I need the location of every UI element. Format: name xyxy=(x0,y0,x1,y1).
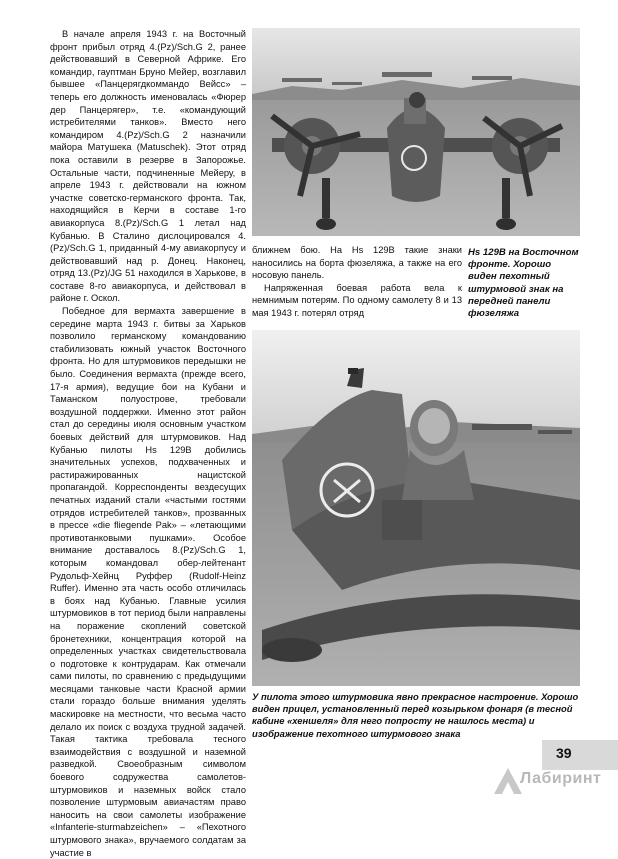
article-left-column xyxy=(50,28,246,859)
photo-caption-bottom: У пилота этого штурмовика явно прекрасное настроение. Хорошо виден прицел, установленный перед козырьком фонаря (в тесной кабине «хеншеля» для него попросту не нашлось места) и изображение пехотного штурмового знака xyxy=(252,691,579,739)
photo-hs129-front-view xyxy=(252,28,580,236)
photo-pilot-in-cockpit xyxy=(252,330,580,686)
article-paragraph: В начале апреля 1943 г. на Восточный фронт прибыл отряд 4.(Pz)/Sch.G 2, ранее действовавший в Северной Африке. Его командир, гауптман Бруно Мейер, возглавил бывшее «Панцерягдкоммандо Вейсс» – теперь его должность именовалась «Фюрер дер Панцерягер», т.е. «командующий истребителями танков». Вместо него командиром 4.(Pz)/Sch.G 2 назначили майора Матушека (Matuschek). Этот отряд пока оставили в резерве в Запорожье. Остальные части, подчиненные Мейеру, в апреле 1943 г. действовали на южном участке советско-германского фронта. Так, находящийся в Керчи в составе 1-го авиакорпуса 8.(Pz)/Sch.G 1 летал над Кубанью. В Сталино дислоцировался 4.(Pz)/Sch.G 1, приданный 4-му авиакорпусу и действовавший над р. Донец. Наконец, отряд 13.(Pz)/JG 51 находился в Харькове, в составе 8-го авиакорпуса, и действовал в районе г. Оскол. xyxy=(50,29,246,304)
photo-pilot-in-cockpit-image xyxy=(252,330,580,686)
page-number: 39 xyxy=(556,745,572,761)
article-paragraph: ближнем бою. На Hs 129B такие знаки наносились на борта фюзеляжа, а также на его носовую панель. xyxy=(252,245,462,281)
photo-hs129-front-view-image xyxy=(252,28,580,236)
photo-caption-top: Hs 129B на Восточном фронте. Хорошо виден пехотный штурмовой знак на передней панели фюзеляжа xyxy=(468,247,579,320)
article-middle-column xyxy=(252,244,462,320)
watermark-text: Лабиринт xyxy=(520,770,602,787)
article-paragraph: Напряженная боевая работа вела к немнимым потерям. По одному самолету 8 и 13 мая 1943 г. потерял отряд xyxy=(252,282,462,318)
article-paragraph: Победное для вермахта завершение в середине марта 1943 г. битвы за Харьков позволило германскому командованию стабилизовать южный участок Восточного фронта. Но для штурмовиков передышки не было. Соединения вермахта (прежде всего, 17-я армия), ведущие бои на Кубани и Таманском полуострове, требовали воздушной поддержки. Именно этот район стал до середины июля основным участком боевых действий для штурмовиков. Над Кубанью пилоты Hs 129B добились значительных успехов, подхваченных и растиражированных нацистской пропагандой. Корреспонденты вездесущих печатных изданий стали «частыми гостями отрядов истребителей танков», прозванных в прессе «die fliegende Pak» – «летающими противотанковыми пушками». Особое внимание доставалось 8.(Pz)/Sch.G 1, которым командовал обер-лейтенант Рудольф-Хейнц Руффер (Rudolf-Heinz Ruffer). Именно эта часть особо отличилась в боях над Кубанью. Главные усилия штурмовиков в тот период были направлены на поражение скоплений советской бронетехники, концентрация которой на определенных участках свидетельствовала о подготовке к контрударам. Как отмечали сами пилоты, по сравнению с предыдущими месяцами танковые части Красной армии стали гораздо больше внимания уделять маскировке на местности, что весьма часто делало их поиск с воздуха трудной задачей. Такая тактика требовала тесного взаимодействия с воздушной и наземной разведкой. Своеобразным символом боевого содружества самолетов-штурмовиков и наземных войск стало позволение штурмовым авиачастям право наносить на свои самолеты изображение «Infanterie-sturmabzeichen» – «Пехотного штурмового знака», вручаемого солдатам за участие в xyxy=(50,306,246,858)
